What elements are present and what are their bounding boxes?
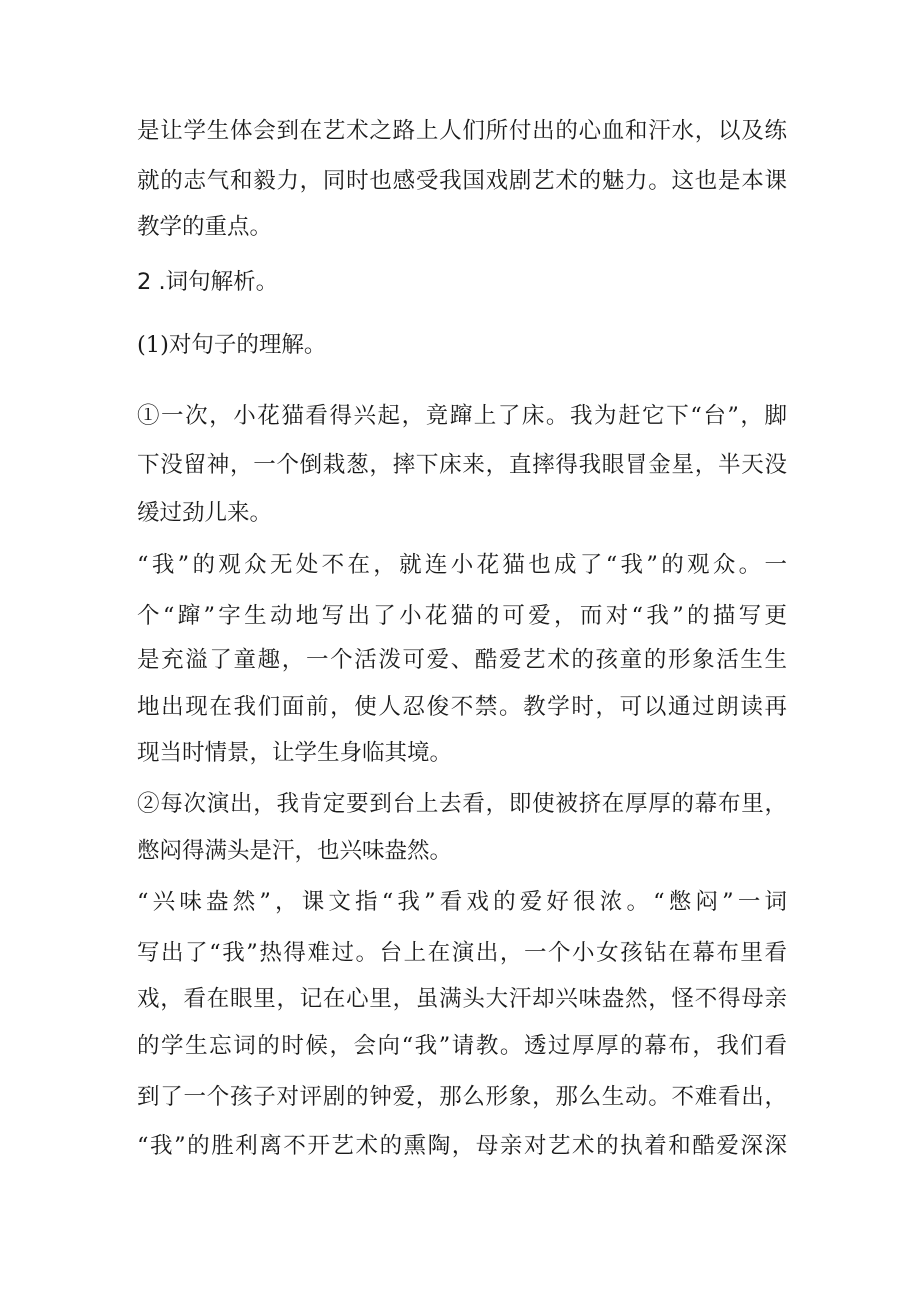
text-line: 是充溢了童趣，一个活泼可爱、酷爱艺术的孩童的形象活生生 <box>137 647 787 673</box>
quote-line: 下没留神，一个倒栽葱，摔下床来，直摔得我眼冒金星，半天没 <box>137 452 787 478</box>
text-line: 现当时情景，让学生身临其境。 <box>137 740 453 766</box>
text-line: 到了一个孩子对评剧的钟爱，那么形象，那么生动。不难看出， <box>137 1084 787 1110</box>
text-line: “我”的胜利离不开艺术的熏陶，母亲对艺术的执着和酷爱深深 <box>137 1133 787 1159</box>
text-line: “兴味盎然”，课文指“我”看戏的爱好很浓。“憋闷”一词 <box>137 889 787 915</box>
quote-line: 憋闷得满头是汗，也兴味盎然。 <box>137 838 453 864</box>
quote-line: ①一次，小花猫看得兴起，竟蹿上了床。我为赶它下“台”，脚 <box>137 403 787 429</box>
section-heading: 2 .词句解析。 <box>137 269 279 295</box>
text-line: 教学的重点。 <box>137 214 273 240</box>
text-line: 戏，看在眼里，记在心里，虽满头大汗却兴味盎然，怪不得母亲 <box>137 986 787 1012</box>
quote-line: 缓过劲儿来。 <box>137 500 273 526</box>
text-line: 地出现在我们面前，使人忍俊不禁。教学时，可以通过朗读再 <box>137 694 787 720</box>
text-line: 写出了“我”热得难过。台上在演出，一个小女孩钻在幕布里看 <box>137 940 787 966</box>
text-line: 的学生忘词的时候，会向“我”请教。透过厚厚的幕布，我们看 <box>137 1033 787 1059</box>
text-line: 是让学生体会到在艺术之路上人们所付出的心血和汗水，以及练 <box>137 118 787 144</box>
quote-line: ②每次演出，我肯定要到台上去看，即使被挤在厚厚的幕布里， <box>137 791 787 817</box>
text-line: “我”的观众无处不在，就连小花猫也成了“我”的观众。一 <box>137 552 787 578</box>
text-line: 就的志气和毅力，同时也感受我国戏剧艺术的魅力。这也是本课 <box>137 168 787 194</box>
subsection-heading: (1)对句子的理解。 <box>137 332 327 358</box>
text-line: 个“蹿”字生动地写出了小花猫的可爱，而对“我”的描写更 <box>137 603 787 629</box>
